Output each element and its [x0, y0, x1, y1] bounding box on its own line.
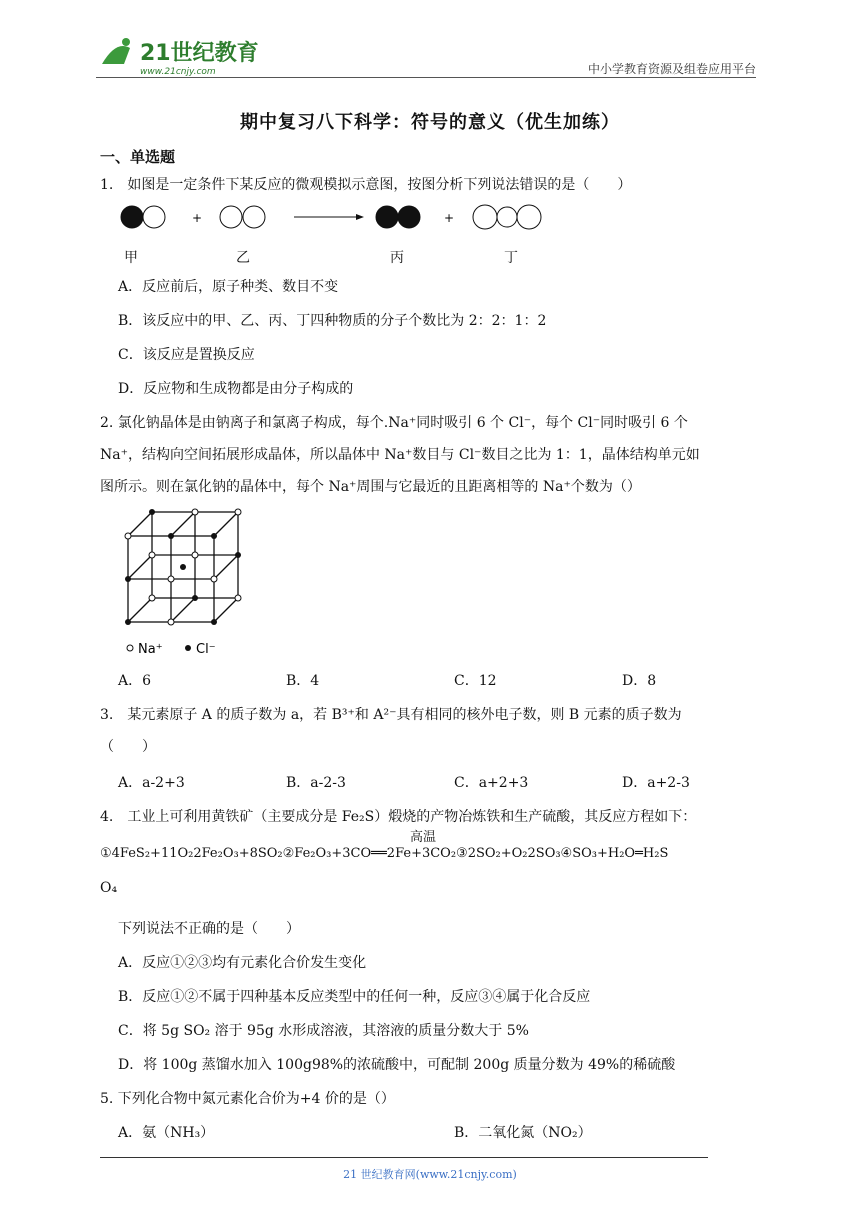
q2-line-2: Na⁺，结构向空间拓展形成晶体，所以晶体中 Na⁺数目与 Cl⁻数目之比为 1：1，晶体结构单元如 — [100, 447, 700, 463]
molecule-ding — [473, 205, 541, 229]
footer-link[interactable]: 21 世纪教育网(www.21cnjy.com) — [343, 1168, 517, 1181]
q5-stem: 5. 下列化合物中氮元素化合价为+4 价的是（） — [100, 1091, 395, 1107]
label-jia: 甲 — [124, 250, 138, 266]
section-heading: 一、单选题 — [100, 148, 176, 166]
q3-line-2: （ ） — [100, 739, 156, 755]
q1-reaction-diagram — [118, 200, 558, 240]
molecule-bing — [376, 206, 420, 228]
plus-sign-1: + — [192, 211, 203, 225]
q4-option-d[interactable]: D．将 100g 蒸馏水加入 100g98%的浓硫酸中，可配制 200g 质量分数为 49%的稀硫酸 — [118, 1057, 676, 1073]
q3-option-d[interactable]: D．a+2-3 — [622, 775, 690, 791]
q4-option-c[interactable]: C．将 5g SO₂ 溶于 95g 水形成溶液，其溶液的质量分数大于 5% — [118, 1023, 529, 1039]
q4-line-1: 4. 工业上可利用黄铁矿（主要成分是 Fe₂S）煅烧的产物冶炼铁和生产硫酸，其反应方程如下： — [100, 809, 697, 825]
label-bing: 丙 — [390, 250, 404, 266]
q2-option-a[interactable]: A．6 — [118, 673, 152, 689]
na-legend-label: Na⁺ — [138, 642, 163, 657]
q3-line-1: 3. 某元素原子 A 的质子数为 a，若 B³⁺和 A²⁻具有相同的核外电子数，则 B 元素的质子数为 — [100, 707, 682, 723]
site-logo — [96, 34, 266, 80]
cl-legend-marker — [185, 645, 191, 651]
footer-divider — [100, 1157, 708, 1158]
q2-line-3: 图所示。则在氯化钠的晶体中，每个 Na⁺周围与它最近的且距离相等的 Na⁺个数为（） — [100, 479, 641, 495]
q4-prompt: 下列说法不正确的是（ ） — [118, 921, 300, 937]
q1-option-c[interactable]: C．该反应是置换反应 — [118, 347, 255, 363]
q2-option-c[interactable]: C．12 — [454, 673, 497, 689]
cl-legend-label: Cl⁻ — [196, 642, 216, 657]
q2-option-d[interactable]: D．8 — [622, 673, 657, 689]
logo-title: 21世纪教育 — [140, 41, 259, 66]
label-yi: 乙 — [236, 250, 250, 266]
q4-equation-tail: O₄ — [100, 880, 118, 896]
q1-stem: 1. 如图是一定条件下某反应的微观模拟示意图，按图分析下列说法错误的是（ ） — [100, 177, 632, 193]
molecule-yi — [220, 206, 265, 228]
label-ding: 丁 — [504, 250, 518, 266]
page-title: 期中复习八下科学：符号的意义（优生加练） — [240, 112, 620, 133]
q1-option-b[interactable]: B．该反应中的甲、乙、丙、丁四种物质的分子个数比为 2：2：1：2 — [118, 313, 547, 329]
q3-option-a[interactable]: A．a-2+3 — [118, 775, 185, 791]
q5-option-b[interactable]: B．二氧化氮（NO₂） — [454, 1125, 592, 1141]
q4-option-a[interactable]: A．反应①②③均有元素化合价发生变化 — [118, 955, 367, 971]
molecule-jia — [121, 206, 165, 228]
q2-line-1: 2. 氯化钠晶体是由钠离子和氯离子构成，每个.Na⁺同时吸引 6 个 Cl⁻，每个 Cl⁻同时吸引 6 个 — [100, 415, 688, 431]
q4-condition-label: 高温 — [410, 830, 437, 845]
logo-url: www.21cnjy.com — [140, 67, 216, 77]
runner-logo-icon — [102, 46, 130, 64]
q2-option-b[interactable]: B．4 — [286, 673, 320, 689]
plus-sign-2: + — [444, 211, 455, 225]
q3-option-c[interactable]: C．a+2+3 — [454, 775, 529, 791]
q4-option-b[interactable]: B．反应①②不属于四种基本反应类型中的任何一种，反应③④属于化合反应 — [118, 989, 591, 1005]
q4-equation: ①4FeS₂+11O₂2Fe₂O₃+8SO₂②Fe₂O₃+3CO══2Fe+3CO₂③2SO₂+O₂2SO₃④SO₃+H₂O═H₂S — [100, 846, 669, 861]
nacl-crystal-diagram — [116, 504, 246, 664]
na-legend-marker — [127, 645, 133, 651]
header-divider — [96, 77, 756, 78]
header-platform-text: 中小学教育资源及组卷应用平台 — [587, 62, 756, 76]
q5-option-a[interactable]: A．氨（NH₃） — [118, 1125, 215, 1141]
q1-option-d[interactable]: D．反应物和生成物都是由分子构成的 — [118, 381, 354, 397]
q1-option-a[interactable]: A．反应前后，原子种类、数目不变 — [118, 279, 339, 295]
q3-option-b[interactable]: B．a-2-3 — [286, 775, 346, 791]
